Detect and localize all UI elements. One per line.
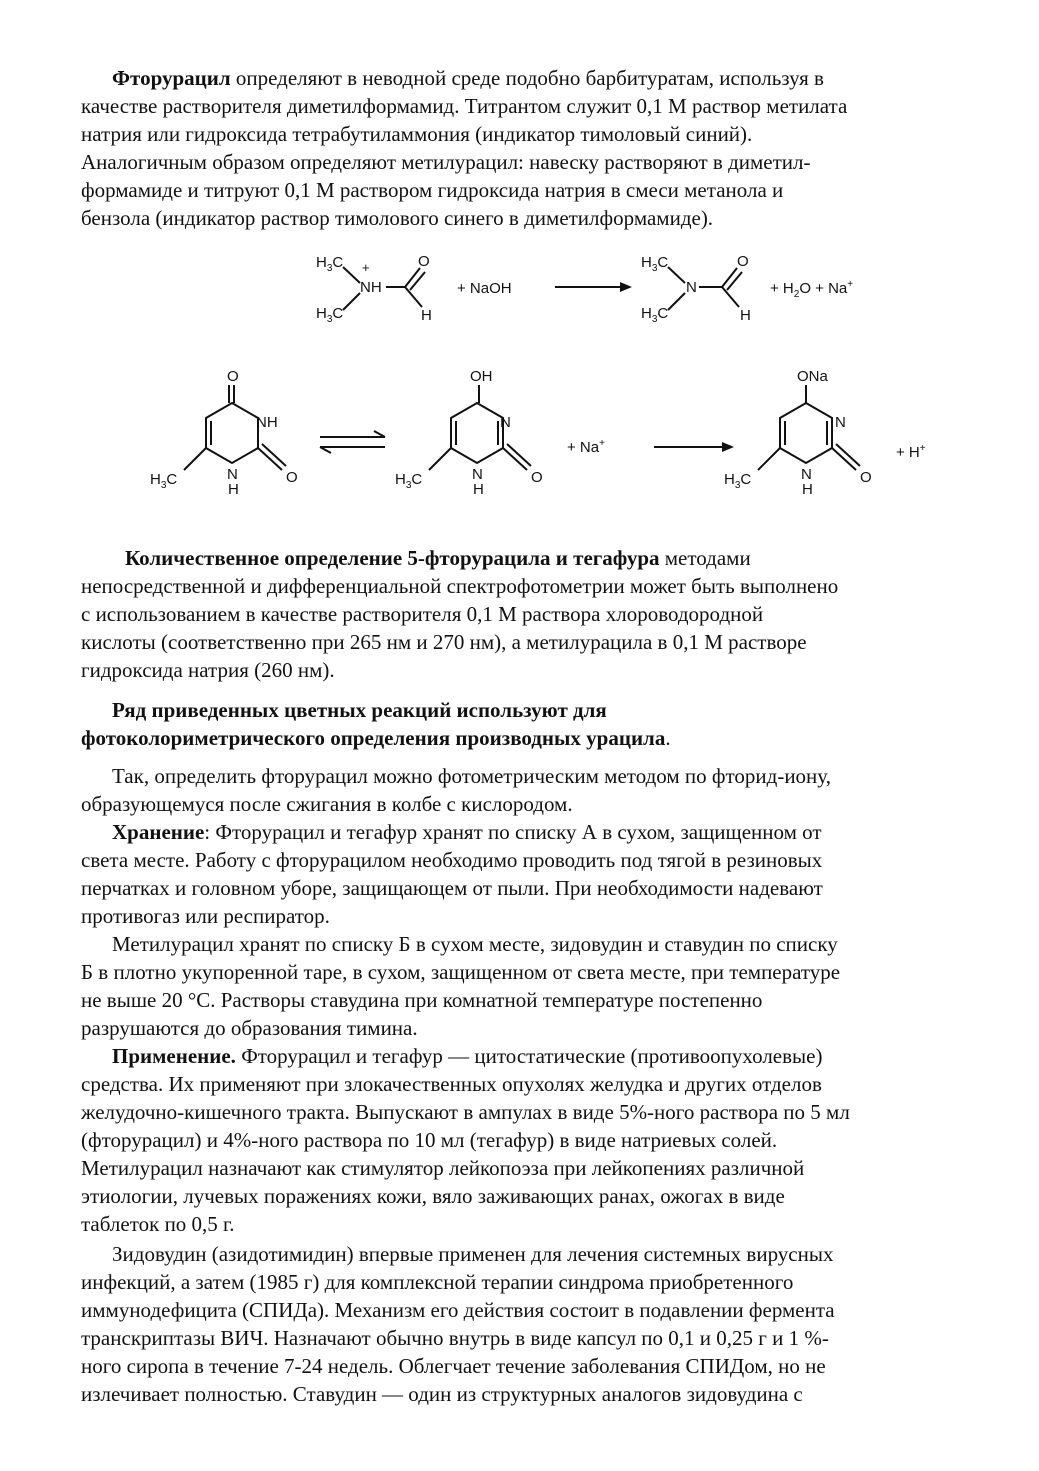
paragraph-methyluracil-storage: [81, 930, 981, 1042]
reaction-methyluracil: [150, 368, 926, 498]
text-line: [81, 818, 981, 846]
text-line: (фторурацил) и 4%-ного раствора по 10 мл (тегафур) в виде натриевых солей.: [81, 1128, 778, 1152]
text-span: методами: [659, 546, 751, 570]
term-fluorouracil: Фторурацил: [112, 66, 231, 90]
text-line: натрия или гидроксида тетрабутиламмония (индикатор тимоловый синий).: [81, 122, 753, 146]
text-line: света месте. Работу с фторурацилом необходимо проводить под тягой в резиновых: [81, 848, 823, 872]
text-line: этиологии, лучевых поражениях кожи, вяло заживающих ранах, ожогах в виде: [81, 1184, 785, 1208]
oxygen-label: O: [286, 469, 298, 486]
oxygen-label: O: [227, 368, 239, 385]
text-line: [81, 544, 981, 572]
text-line: [81, 1042, 981, 1070]
text-line: перчатках и головном уборе, защищающем от пыли. При необходимости надевают: [81, 876, 823, 900]
text-span: Фторурацил и тегафур — цитостатические (противоопухолевые): [235, 1044, 823, 1068]
term-application: Применение.: [112, 1044, 236, 1068]
text-span: : Фторурацил и тегафур хранят по списку А в сухом, защищенном от: [204, 820, 822, 844]
nh-label: NH: [360, 279, 382, 296]
nh-label: N: [472, 466, 483, 483]
nh-label: N: [227, 466, 238, 483]
text-span: определяют в неводной среде подобно барбитуратам, используя в: [230, 66, 824, 90]
text-line: формамиде и титруют 0,1 М раствором гидроксида натрия в смеси метанола и: [81, 178, 784, 202]
plus-charge: +: [362, 260, 370, 275]
methyl-label: $H_3C$: [316, 254, 344, 274]
methyl-label: $H_3C$: [395, 471, 423, 491]
text-line: излечивает полностью. Ставудин — один из структурных аналогов зидовудина с: [81, 1382, 803, 1406]
text-line: иммунодефицита (СПИДа). Механизм его действия состоит в подавлении фермента: [81, 1298, 835, 1322]
oxygen-label: O: [418, 253, 430, 270]
text-line: с использованием в качестве растворителя 0,1 М раствора хлороводородной: [81, 602, 764, 626]
text-line: качестве растворителя диметилформамид. Титрантом служит 0,1 М раствор метилата: [81, 94, 848, 118]
methyl-label: $H_3C$: [150, 471, 178, 491]
text-line: Б в плотно укупоренной таре, в сухом, защищенном от света месте, при температуре: [81, 960, 841, 984]
text-line: Метилурацил хранят по списку Б в сухом месте, зидовудин и ставудин по списку: [112, 932, 838, 956]
text-line: не выше 20 °С. Растворы ставудина при комнатной температуре постепенно: [81, 988, 763, 1012]
text-line: гидроксида натрия (260 нм).: [81, 658, 335, 682]
paragraph-storage: [81, 818, 981, 930]
term-storage: Хранение: [112, 820, 205, 844]
text-line: Зидовудин (азидотимидин) впервые применен для лечения системных вирусных: [112, 1242, 834, 1266]
text-line: [81, 696, 981, 724]
paragraph-application: [81, 1042, 981, 1238]
text-line: Метилурацил назначают как стимулятор лейкопоэза при лейкопениях различной: [81, 1156, 805, 1180]
term-quantitative: Количественное определение 5-фторурацила и тегафура: [125, 546, 660, 570]
methyl-label: $H_3C$: [724, 471, 752, 491]
bold-text: фотоколориметрического определения производных урацила: [81, 726, 666, 750]
text-line: [81, 724, 981, 752]
paragraph-quantitative-determination: [81, 544, 981, 684]
hydrogen-label: H: [421, 307, 432, 324]
text-line: бензола (индикатор раствор тимолового синего в диметилформамиде).: [81, 206, 714, 230]
methyl-label: $H_3C$: [316, 305, 344, 325]
text-line: разрушаются до образования тимина.: [81, 1016, 418, 1040]
product-h-plus: + H+: [896, 443, 926, 461]
n-label: N: [500, 414, 511, 431]
text-line: инфекций, а затем (1985 г) для комплексной терапии синдрома приобретенного: [81, 1270, 794, 1294]
text-line: желудочно-кишечного тракта. Выпускают в ампулах в виде 5%-ного раствора по 5 мл: [81, 1100, 850, 1124]
paragraph-zidovudine: [81, 1240, 981, 1408]
n-label: N: [835, 414, 846, 431]
bold-text: Ряд приведенных цветных реакций используют для: [112, 698, 607, 722]
hydrogen-label: H: [228, 481, 239, 498]
text-line: таблеток по 0,5 г.: [81, 1212, 235, 1236]
nh-label: NH: [256, 414, 278, 431]
reagent-na-plus: + Na+: [567, 438, 605, 456]
text-line: средства. Их применяют при злокачественных опухолях желудка и других отделов: [81, 1072, 822, 1096]
hydrogen-label: H: [802, 481, 813, 498]
hydrogen-label: H: [740, 307, 751, 324]
paragraph-color-reactions: [81, 696, 981, 752]
text-line: непосредственной и дифференциальной спектрофотометрии может быть выполнено: [81, 574, 839, 598]
paragraph-photometric: [81, 762, 981, 818]
text-line: противогаз или респиратор.: [81, 904, 330, 928]
oxygen-label: O: [531, 469, 543, 486]
products-label: + $H_2O + Na^+$: [770, 279, 854, 300]
ona-label: ONa: [797, 368, 828, 385]
text-line: ного сиропа в течение 7-24 недель. Облегчает течение заболевания СПИДом, но не: [81, 1354, 826, 1378]
text-line: транскриптазы ВИЧ. Назначают обычно внутрь в виде капсул по 0,1 и 0,25 г и 1 %-: [81, 1326, 829, 1350]
n-label: N: [686, 279, 697, 296]
methyl-label: $H_3C$: [641, 305, 669, 325]
reagent-naoh: + NaOH: [457, 280, 512, 297]
text-line: Так, определить фторурацил можно фотометрическим методом по фторид-иону,: [112, 764, 831, 788]
oxygen-label: O: [860, 469, 872, 486]
text-line: Аналогичным образом определяют метилурацил: навеску растворяют в диметил-: [81, 150, 811, 174]
text-span: .: [665, 726, 671, 750]
text-line: кислоты (соответственно при 265 нм и 270 нм), а метилурацила в 0,1 М растворе: [81, 630, 807, 654]
methyl-label: $H_3C$: [641, 254, 669, 274]
nh-label: N: [801, 466, 812, 483]
text-line: образующемуся после сжигания в колбе с кислородом.: [81, 792, 573, 816]
reaction-dmf-protonated: [316, 253, 853, 325]
hydrogen-label: H: [473, 481, 484, 498]
oxygen-label: O: [737, 253, 749, 270]
hydroxyl-label: OH: [470, 368, 493, 385]
